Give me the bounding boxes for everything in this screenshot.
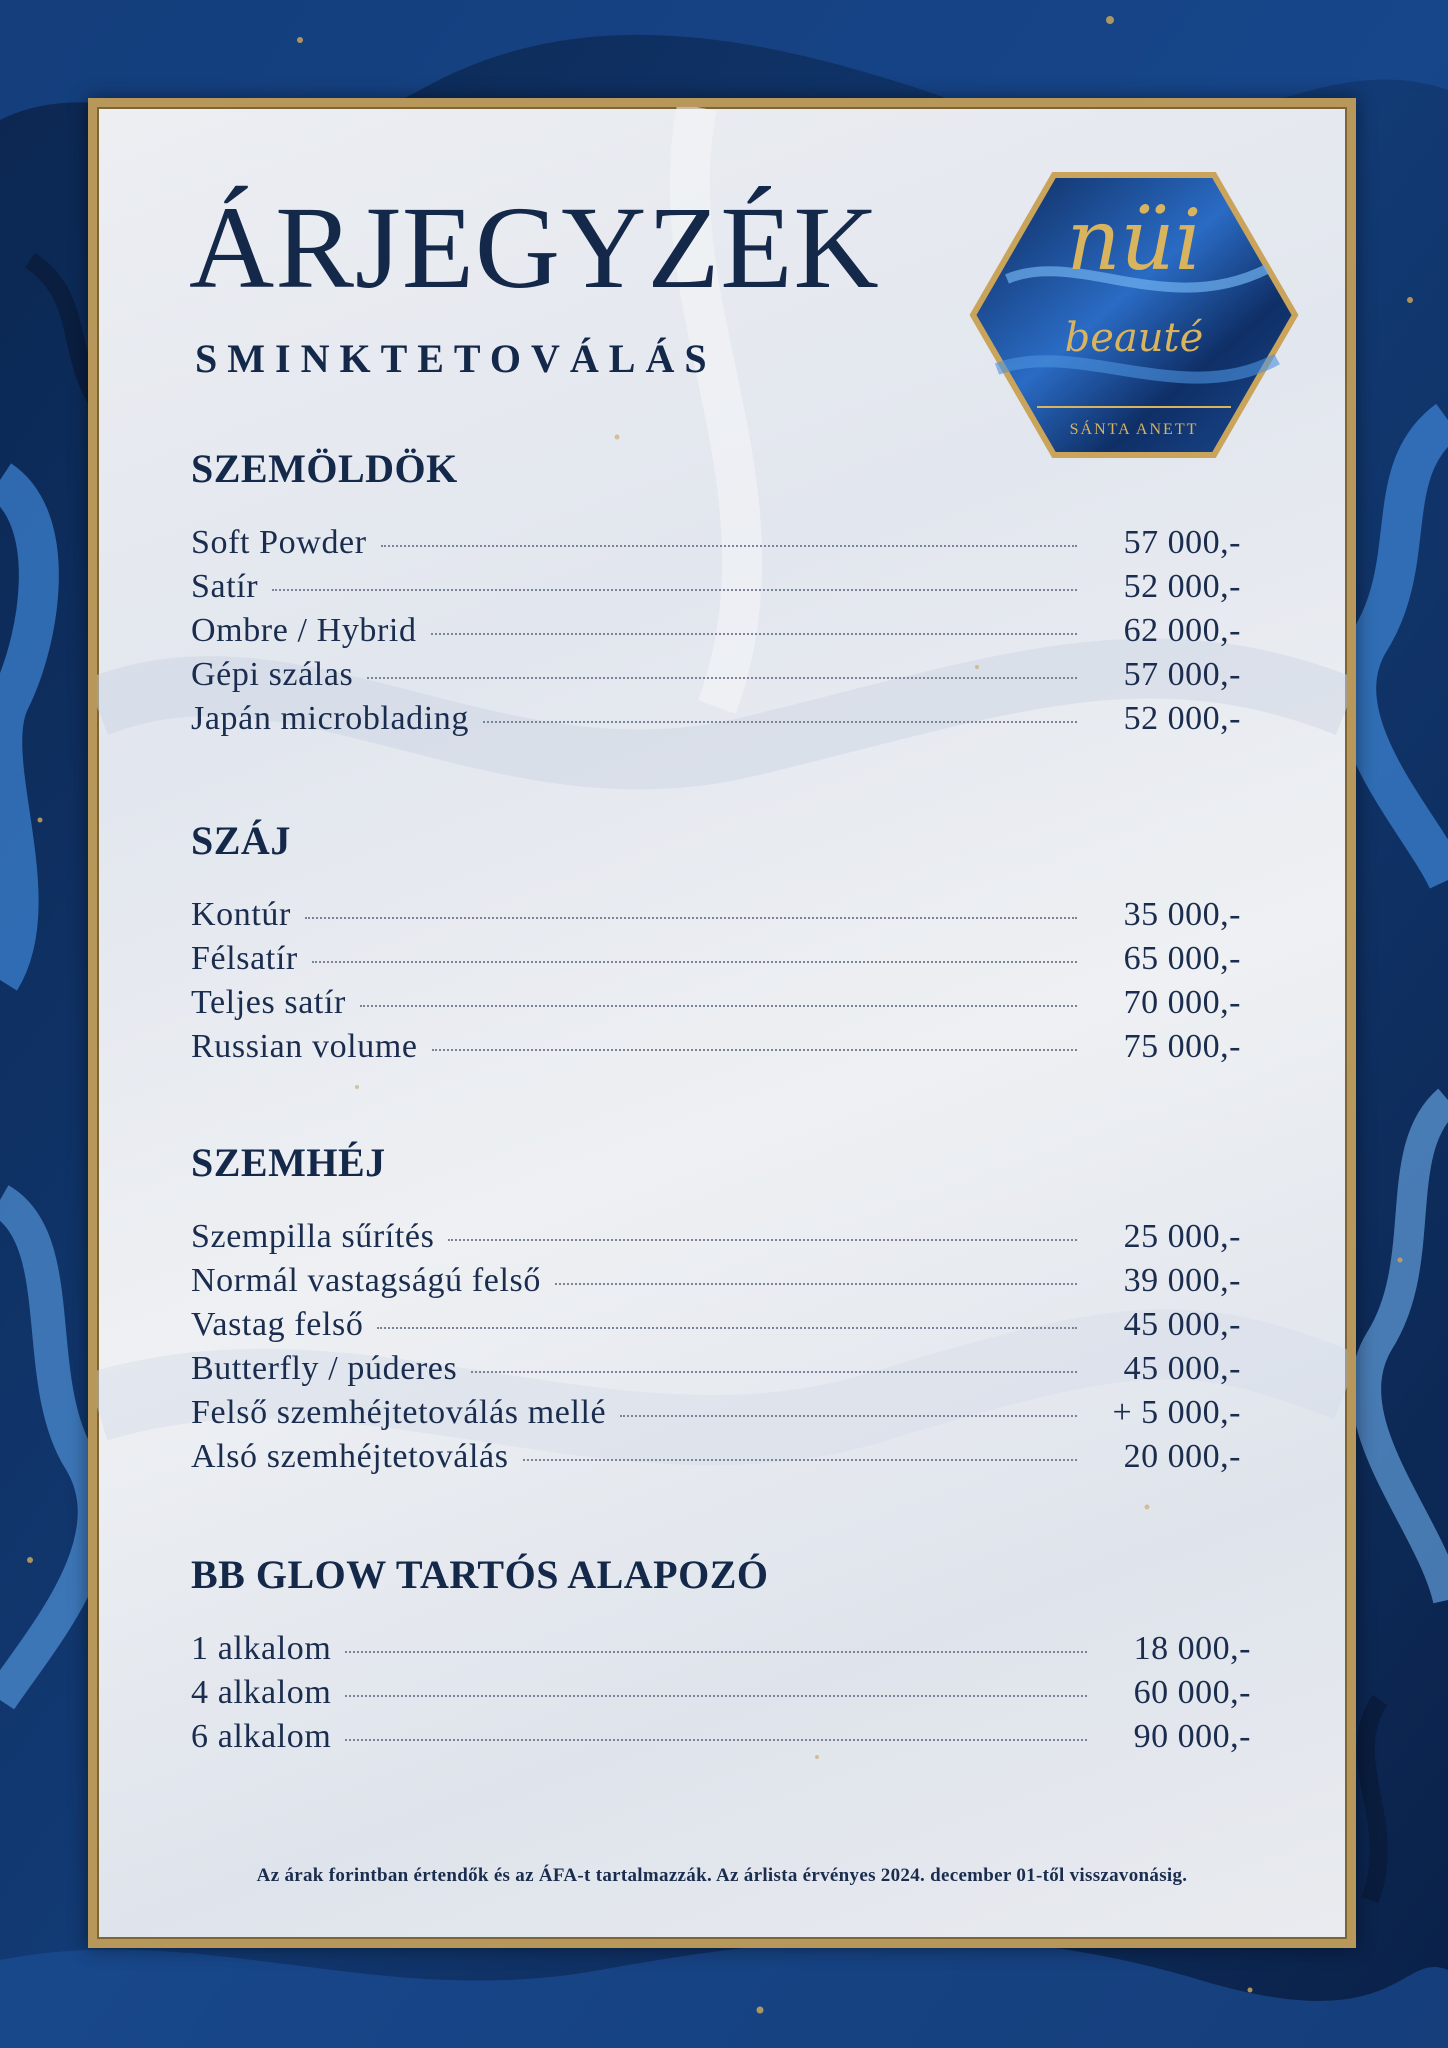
list-item <box>191 568 1241 612</box>
leader-dots <box>312 961 1077 963</box>
leader-dots <box>620 1415 1077 1417</box>
section-bb-glow <box>191 1551 1251 1762</box>
list-item <box>191 1394 1241 1438</box>
item-price: 65 000,- <box>1123 940 1241 977</box>
item-name: Soft Powder <box>191 524 367 561</box>
item-price: 57 000,- <box>1123 524 1241 561</box>
section-title: SZEMHÉJ <box>191 1140 386 1185</box>
leader-dots <box>305 917 1077 919</box>
brand-logo <box>967 169 1301 461</box>
leader-dots <box>272 589 1077 591</box>
item-name: 4 alkalom <box>191 1674 332 1711</box>
section-szemoldok <box>191 445 1241 744</box>
section-title: SZEMÖLDÖK <box>191 446 458 491</box>
section-title: BB GLOW TARTÓS ALAPOZÓ <box>191 1552 769 1597</box>
list-item <box>191 524 1241 568</box>
item-name: Alsó szemhéjtetoválás <box>191 1438 509 1475</box>
item-name: Teljes satír <box>191 984 346 1021</box>
item-name: Normál vastagságú felső <box>191 1262 541 1299</box>
list-item <box>191 612 1241 656</box>
item-name: Félsatír <box>191 940 298 977</box>
item-price: 18 000,- <box>1133 1630 1251 1667</box>
leader-dots <box>345 1739 1087 1741</box>
list-item <box>191 1218 1241 1262</box>
item-price: 90 000,- <box>1133 1718 1251 1755</box>
item-name: Vastag felső <box>191 1306 364 1343</box>
item-name: Gépi szálas <box>191 656 354 693</box>
item-name: Kontúr <box>191 896 291 933</box>
leader-dots <box>381 545 1077 547</box>
item-name: Japán microblading <box>191 700 470 737</box>
item-price: 62 000,- <box>1123 612 1241 649</box>
item-price: 52 000,- <box>1123 568 1241 605</box>
list-item <box>191 656 1241 700</box>
list-item <box>191 1718 1251 1762</box>
leader-dots <box>432 1049 1077 1051</box>
list-item <box>191 896 1241 940</box>
page-title: ÁRJEGYZÉK <box>189 182 880 313</box>
section-szemhej <box>191 1139 1241 1482</box>
leader-dots <box>345 1651 1087 1653</box>
item-price: 35 000,- <box>1123 896 1241 933</box>
section-title: SZÁJ <box>191 818 291 863</box>
list-item <box>191 984 1241 1028</box>
list-item <box>191 1028 1241 1072</box>
item-name: Felső szemhéjtetoválás mellé <box>191 1394 607 1431</box>
item-price: 25 000,- <box>1123 1218 1241 1255</box>
list-item <box>191 1350 1241 1394</box>
leader-dots <box>360 1005 1077 1007</box>
leader-dots <box>471 1371 1077 1373</box>
item-price: 45 000,- <box>1123 1350 1241 1387</box>
item-price: 60 000,- <box>1133 1674 1251 1711</box>
list-item <box>191 1630 1251 1674</box>
item-name: Szempilla sűrítés <box>191 1218 435 1255</box>
page-subtitle: SMINKTETOVÁLÁS <box>195 336 717 381</box>
leader-dots <box>448 1239 1077 1241</box>
leader-dots <box>377 1327 1077 1329</box>
item-price: 70 000,- <box>1123 984 1241 1021</box>
item-name: Russian volume <box>191 1028 418 1065</box>
item-name: Satír <box>191 568 259 605</box>
footer-note: Az árak forintban értendők és az ÁFA-t tartalmazzák. Az árlista érvényes 2024. december 01-től visszavonásig. <box>256 1865 1188 1886</box>
list-item <box>191 1262 1241 1306</box>
list-item <box>191 700 1241 744</box>
item-price: + 5 000,- <box>1112 1394 1241 1431</box>
list-item <box>191 940 1241 984</box>
section-szaj <box>191 817 1241 1072</box>
item-price: 20 000,- <box>1123 1438 1241 1475</box>
item-name: Butterfly / púderes <box>191 1350 458 1387</box>
leader-dots <box>345 1695 1087 1697</box>
logo-main-text: nüi <box>1066 191 1202 289</box>
list-item <box>191 1438 1241 1482</box>
item-price: 39 000,- <box>1123 1262 1241 1299</box>
item-price: 57 000,- <box>1123 656 1241 693</box>
logo-owner-text: SÁNTA ANETT <box>1069 421 1199 438</box>
item-price: 45 000,- <box>1123 1306 1241 1343</box>
leader-dots <box>483 721 1077 723</box>
list-item <box>191 1306 1241 1350</box>
leader-dots <box>367 677 1077 679</box>
leader-dots <box>431 633 1077 635</box>
leader-dots <box>523 1459 1077 1461</box>
logo-script-text: beauté <box>1064 315 1204 361</box>
leader-dots <box>555 1283 1077 1285</box>
price-list-card <box>88 98 1356 1948</box>
item-name: 1 alkalom <box>191 1630 332 1667</box>
item-price: 52 000,- <box>1123 700 1241 737</box>
list-item <box>191 1674 1251 1718</box>
item-name: Ombre / Hybrid <box>191 612 417 649</box>
item-name: 6 alkalom <box>191 1718 332 1755</box>
item-price: 75 000,- <box>1123 1028 1241 1065</box>
